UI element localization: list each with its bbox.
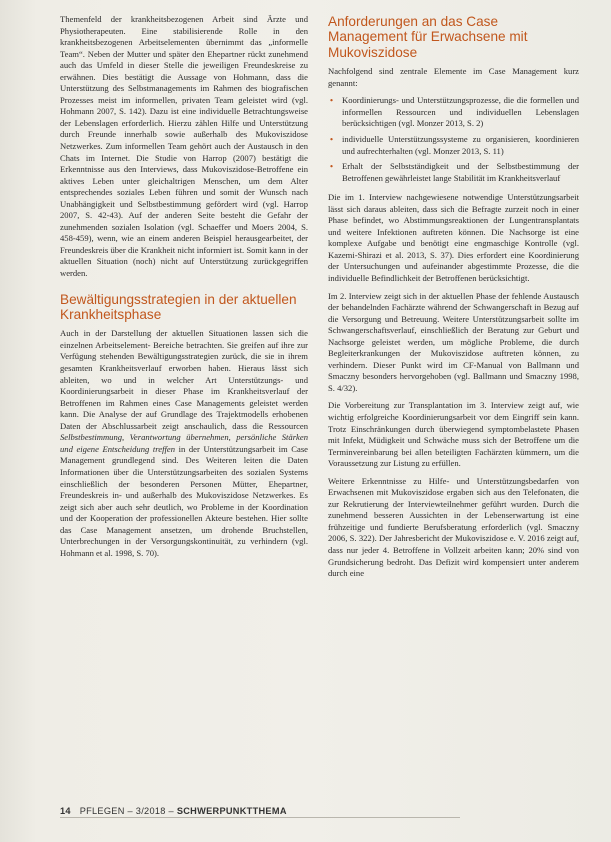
section-heading-coping-strategies: Bewältigungsstrategien in der aktuellen Krankheitsphase [60, 291, 297, 322]
footer-theme: SCHWERPUNKTTHEMA [176, 806, 287, 816]
bullet-text: Koordinierungs- und Unterstützungsprozesse, die die formellen und informellen Ressourcen und individuellen Lebenslagen berücksichtigen (vgl. Monzer 2013, S. 2) [342, 95, 579, 129]
bullet-icon: • [330, 133, 334, 144]
paragraph-text: in der Unterstützungsarbeit im Case Management grundlegend sind. Des Weiteren leiten die Daten Informationen über die Unterstützungsarbeiten des sozialen Systems einschließlich der besonderen Personen Mütter, Ehepartner, Freundeskreis in- und außerhalb des Mukoviszidose Netzwerkes. Es zeigt sich aber auch sehr deutlich, wo Probleme in der Koordination und der Kooperation der professionellen Akteure bestehen. Hier sollte das Case Management ansetzen, um drohende Bruchstellen, Unterbrechungen in der Versorgungskontinuität, zu verhindern (vgl. Hohmann et al. 1998, S. 70). [60, 443, 308, 558]
emphasized-text: Selbstbestimmung, Verantwortung übernehmen, persönliche Stärken und eigene Entscheidung treffen [60, 432, 308, 454]
paragraph-text: Auch in der Darstellung der aktuellen Situationen lassen sich die einzelnen Arbeitselement- Bereiche betrachten. Sie greifen auf ihre zur Verfügung stehenden Bewältigungsstrategien zurück, die sie in ihrem gesamten Krankheitsverlauf erworben haben. Hieraus lässt sich ableiten, wo und in welcher Art Unterstützungs- und Koordinierungsarbeit in dieser Phase im Krankheitsverlauf der Betroffenen im Rahmen eines Case Managements geleistet werden kann. Die Analyse der auf Grundlage des Trajektmodells erhobenen Daten der Abschlussarbeit zeigt anschaulich, dass die Ressourcen [60, 328, 308, 431]
left-column [60, 14, 308, 565]
bullet-text: individuelle Unterstützungssysteme zu organisieren, koordinieren und aufrechterhalten (vgl. Monzer 2013, S. 11) [342, 133, 579, 156]
section-heading-case-management: Anforderungen an das Case Management für Erwachsene mit Mukoviszidose [328, 14, 528, 60]
right-column [328, 14, 579, 586]
bullet-icon: • [330, 161, 334, 172]
body-paragraph: Weitere Erkenntnisse zu Hilfe- und Unterstützungsbedarfen von Erwachsenen mit Mukoviszidose ergaben sich aus den Telefonaten, die zur Rekrutierung der Interviewteilnehmer geführt wurden. Durch die zunehmend besseren Aussichten in der Lebenserwartung ist eine frühzeitige und fundierte Berufsberatung erforderlich (vgl. Smaczny 2006, S. 322). Der Jahresbericht der Mukoviszidose e. V. 2016 zeigt auf, dass nur jeder 4. Betroffene in Vollzeit arbeiten kann; 20% sind von Grundsicherung bedroht. Das Defizit wird kompensiert unter anderem durch eine [328, 475, 579, 579]
bullet-list [328, 95, 579, 184]
bullet-item [328, 134, 579, 157]
bullet-text: Erhalt der Selbstständigkeit und der Selbstbestimmung der Betroffenen gewährleistet lange Stabilität im Krankheitsverlauf [342, 161, 579, 183]
body-paragraph: Themenfeld der krankheitsbezogenen Arbeit sind Ärzte und Physiotherapeuten. Eine stabilisierende Rolle in den krankheitsbezogenen Arbeitselementen übernimmt das „informelle Team“. Neben der Mutter und später den Ehepartner rückt zunehmend auch das Umfeld in dieser Stelle die jeweiligen Freundeskreise zu erwähnen. Dies bestätigt die Aussage von Hohmann, dass die Unterstützung des Selbstmanagements im Rahmen des biografischen Prozesses meist im informellen, privaten Team geleistet wird (vgl. Hohmann 2007, S. 142). Dazu ist eine individuelle Betrachtungsweise der Lebenslagen erforderlich. Hierzu zählen Hilfe und Unterstützung durch Freunde innerhalb sowie außerhalb des Mukoviszidose Netzwerkes. Zum informellen Team gehört auch der Austausch in den Chats im Internet. Die Studie von Harrop (2007) bestätigt die Erkenntnisse aus den Interviews, dass Mukoviszidose-Betroffene ein aktives Leben unter gleichaltrigen Menschen, um dem Alter entsprechendes soziales Leben führen und somit der Wunsch nach Unabhängigkeit und Selbstbestimmung gefördert wird (vgl. Harrop 2007, S. 42-43). Auf der anderen Seite besteht die Gefahr der zunehmenden sozialen Isolation (vgl. Schaeffer und Moers 2004, S. 458-459), wenn, wie an einem anderen Beispiel herausgearbeitet, der Freundeskreis über die Krankheit nicht informiert ist. Somit kann in der aktuellen Situation (noch) nicht auf Unterstützung zurückgegriffen werden. [60, 14, 308, 279]
page-footer [60, 806, 287, 816]
journal-issue: PFLEGEN – 3/2018 – [79, 806, 174, 816]
footer-divider [60, 817, 460, 818]
body-paragraph: Im 2. Interview zeigt sich in der aktuellen Phase der fehlende Austausch der behandelnden Fachärzte während der Schwangerschaft in Bezug auf die Versorgung und Betreuung. Weitere Unterstützungsarbeit sollte im Schwangerschaftsverlauf, einschließlich der Beratung zur Geburt und Nachsorge geleistet werden, um mögliche Probleme, die durch Begleiterkrankungen der Mukoviszidose auftreten können, zu verhindern. Dieser Punkt wird im CF-Manual von Ballmann und Smaczny besonders hervorgehoben (vgl. Ballmann und Smaczny 1998, S. 4/32). [328, 290, 579, 393]
bullet-icon: • [330, 95, 334, 106]
bullet-item [328, 161, 579, 184]
body-paragraph: Die Vorbereitung zur Transplantation im 3. Interview zeigt auf, wie wichtig erfolgreiche Koordinierungsarbeit vor dem Eingriff sein kann. Trotz Einschränkungen durch überwiegend symptombelastete Phasen mit Infekt, Müdigkeit und Schwäche muss sich der Betroffene um die Terminvereinbarung bei allen beteiligten Fachärzten kümmern, um die Voraussetzung zur Listung zu erfüllen. [328, 400, 579, 469]
bullet-item [328, 95, 579, 130]
page-number: 14 [60, 806, 71, 816]
body-paragraph [60, 328, 308, 559]
intro-paragraph: Nachfolgend sind zentrale Elemente im Case Management kurz genannt: [328, 66, 579, 88]
body-paragraph: Die im 1. Interview nachgewiesene notwendige Unterstützungsarbeit lässt sich daraus ableiten, dass sich die Befragte zurzeit noch in einer Phase befindet, wo Abstimmungsreaktionen der Lungentransplantats und weitere Infektionen auftreten können. Die Nachsorge ist eine komplexe Aufgabe und benötigt eine engmaschige Kontrolle (vgl. Kazemi-Shirazi et al. 2013, S. 37). Dies erfordert eine Koordinierung der Untersuchungen und aufeinander abgestimmte Prozesse, die die individuelle Befindlichkeit der Betroffenen berücksichtigt. [328, 192, 579, 283]
